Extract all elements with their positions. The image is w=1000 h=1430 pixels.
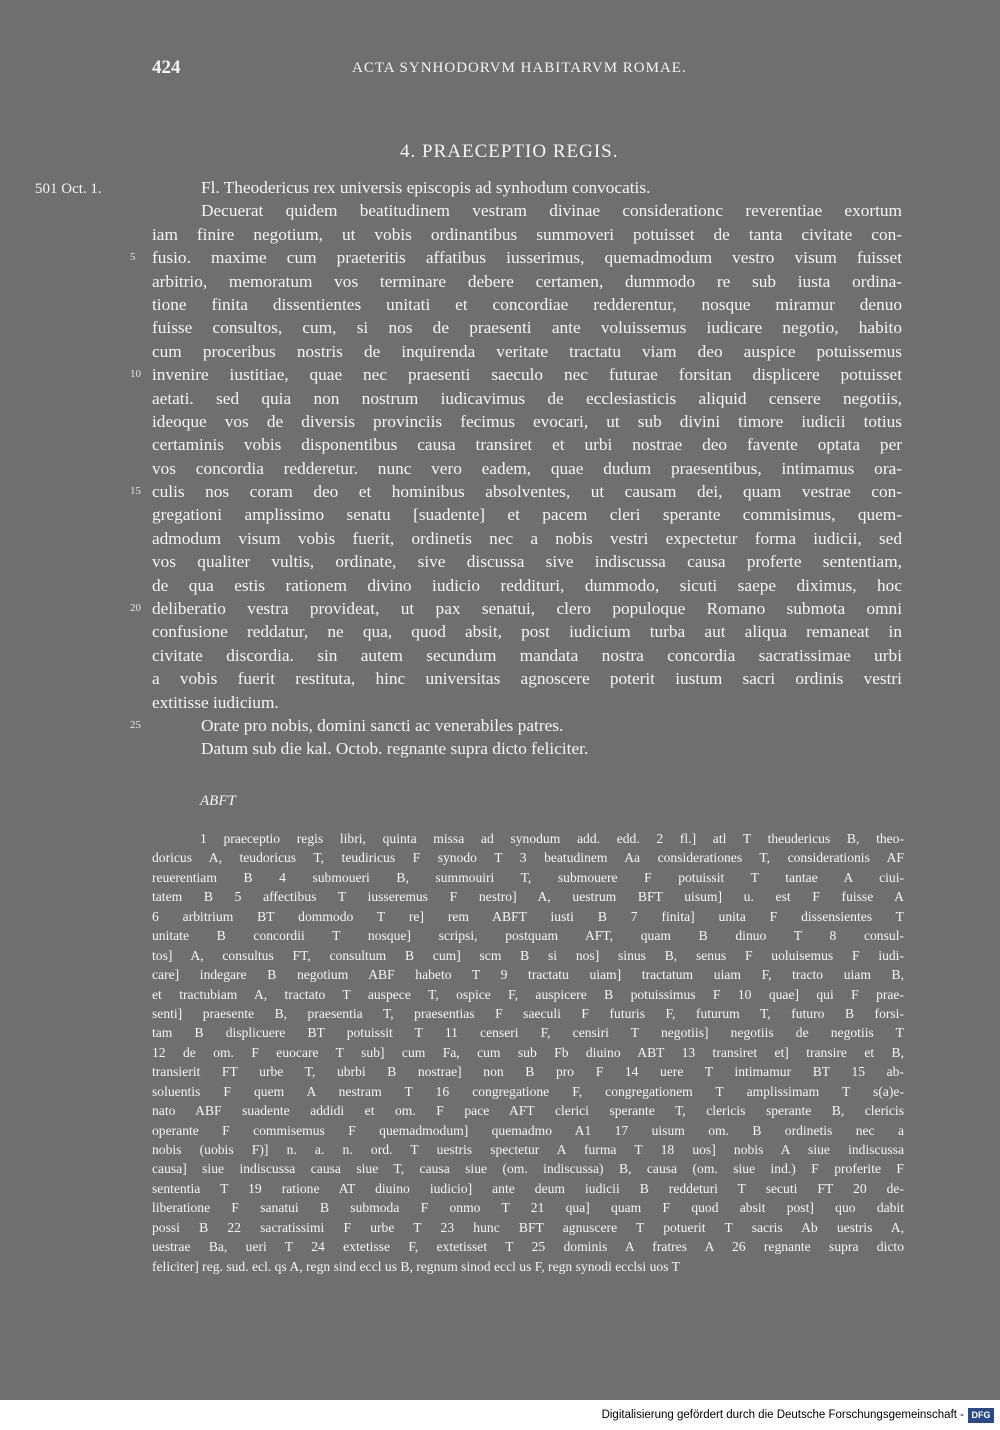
text-line-content: certaminis vobis disponentibus causa transiret et urbi nostrae deo favente optata per [152, 435, 902, 455]
text-line [152, 691, 902, 714]
line-number: 20 [130, 602, 141, 615]
text-line [152, 223, 902, 246]
apparatus-line: tatem B 5 affectibus T iusseremus F nestro] A, uestrum BFT uisum] u. est F fuisse A [152, 889, 904, 905]
text-line-content: fuisse consultos, cum, si nos de praesenti ante voluissemus iudicare negotio, habito [152, 318, 902, 338]
line-number: 15 [130, 485, 141, 498]
text-line-content: iam finire negotium, ut vobis ordinantibus summoveri potuisset de tanta civitate con- [152, 224, 902, 244]
main-text [130, 176, 902, 761]
dfg-logo[interactable]: DFG [968, 1408, 994, 1423]
text-line-content: Orate pro nobis, domini sancti ac venerabiles patres. [201, 715, 564, 735]
text-line-content: fusio. maxime cum praeteritis affatibus iusserimus, quemadmodum vestro visum fuisset [152, 248, 902, 268]
text-line [152, 387, 902, 410]
apparatus-line: 6 arbitrium BT dommodo T re] rem ABFT iusti B 7 finita] unita F dissensientes T [152, 908, 904, 924]
text-line-content: civitate discordia. sin autem secundum mandata nostra concordia sacratissimae urbi [152, 645, 902, 665]
apparatus-line: reuerentiam B 4 submoueri B, summouiri T, submouere F potuissit T tantae A ciui- [152, 869, 904, 885]
text-line [152, 503, 902, 526]
apparatus-line: doricus A, teudoricus T, teudiricus F synodo T 3 beatudinem Aa considerationes T, considerationis AF [152, 850, 904, 866]
text-line-content: admodum visum vobis fuerit, ordinetis nec a nobis vestri expectetur forma iudicii, sed [152, 528, 902, 548]
section-title: 4. PRAECEPTIO REGIS. [400, 141, 619, 162]
text-line-content: tione finita dissentientes unitati et concordiae redderentur, nosque miramur denuo [152, 294, 902, 314]
apparatus-line: 12 de om. F euocare T sub] cum Fa, cum sub Fb diuino ABT 13 transiret et] transire et B, [152, 1044, 904, 1060]
text-line-content: arbitrio, memoratum vos terminare debere certamen, dummodo re sub iusta ordina- [152, 271, 902, 291]
running-title: ACTA SYNHODORVM HABITARVM ROMAE. [352, 60, 687, 76]
funding-notice: Digitalisierung gefördert durch die Deutsche Forschungsgemeinschaft - [601, 1409, 964, 1421]
line-number: 10 [130, 368, 141, 381]
text-line [152, 410, 902, 433]
apparatus-line: tam B displicuere BT potuissit T 11 censeri F, censiri T negotiis] negotiis de negotiis T [152, 1025, 904, 1041]
apparatus-line: transierit FT urbe T, ubrbi B nostrae] non B pro F 14 uere T intimamur BT 15 ab- [152, 1064, 904, 1080]
apparatus-line: unitate B concordii T nosque] scripsi, postquam AFT, quam B dinuo T 8 consul- [152, 928, 904, 944]
text-line-content: deliberatio vestra provideat, ut pax senatui, clero populoque Romano submota omni [152, 599, 902, 619]
text-line [152, 293, 902, 316]
text-line-content: aetati. sed quia non nostrum iudicavimus de ecclesiasticis aliquid censere negotiis, [152, 388, 902, 408]
text-line [152, 527, 902, 550]
text-line [152, 457, 902, 480]
text-line-content: Fl. Theodericus rex universis episcopis ad synhodum convocatis. [201, 178, 651, 197]
text-line [130, 597, 902, 620]
footer-bar [0, 1400, 1000, 1430]
apparatus-line: causa] siue indiscussa causa siue T, causa siue (om. indiscussa) B, causa (om. siue ind.) F proferite F [152, 1161, 904, 1177]
text-line-content: gregationi amplissimo senatu [suadente] et pacem cleri sperante commisimus, quem- [152, 505, 902, 525]
apparatus-line: operante F commisemus F quemadmodum] quemadmo A1 17 uisum om. B ordinetis nec a [152, 1122, 904, 1138]
apparatus-line: feliciter] reg. sud. ecl. qs A, regn sind eccl us B, regnum sinod eccl us F, regn synodi ecclsi uos T [152, 1258, 680, 1274]
text-line [152, 737, 902, 760]
text-line [130, 363, 902, 386]
apparatus-line: possi B 22 sacratissimi F urbe T 23 hunc BFT agnuscere T potuerit T sacris Ab uestris A, [152, 1219, 904, 1235]
text-line [152, 667, 902, 690]
text-line-content: Decuerat quidem beatitudinem vestram divinae considerationc reverentiae exortum [201, 201, 902, 221]
text-line-content: confusione reddatur, ne qua, quod absit, post iudicium turba aut aliqua remaneat in [152, 622, 902, 642]
text-line-content: invenire iustitiae, quae nec praesenti saeculo nec futurae forsitan displicere potuisset [152, 365, 902, 385]
text-line-content: vos qualiter vultis, ordinate, sive discussa sive indiscussa causa proferte sententiam, [152, 552, 902, 572]
apparatus-line: senti] praesente B, praesentia T, praesentias F saeculi F futuris F, futurum T, futuro B forsi- [152, 1005, 904, 1021]
apparatus-line: uestrae Ba, ueri T 24 extetisse F, extetisset T 25 dominis A fratres A 26 regnante supra dicto [152, 1239, 904, 1255]
text-line [152, 433, 902, 456]
margin-date: 501 Oct. 1. [35, 181, 102, 197]
text-line-content: de qua estis rationem divino iudicio reddituri, dummodo, sicuti saepe diximus, hoc [152, 575, 902, 595]
running-header [152, 57, 902, 83]
text-line-content: ideoque vos de diversis provinciis fecimus evocari, ut sub divini timore iudicii totius [152, 411, 902, 431]
line-number: 25 [130, 718, 141, 731]
apparatus-line: care] indegare B negotium ABF habeto T 9 tractatu uiam] tractatum uiam F, tracto uiam B, [152, 967, 904, 983]
line-number: 5 [130, 251, 136, 264]
text-line-content: a vobis fuerit restituta, hinc universitas agnoscere poterit iustum sacri ordinis vestri [152, 669, 902, 689]
text-line [152, 340, 902, 363]
text-line [152, 550, 902, 573]
page-number: 424 [152, 57, 181, 78]
text-line [152, 176, 902, 199]
text-line [130, 246, 902, 269]
apparatus-line: soluentis F quem A nestram T 16 congregatione F, congregationem T amplissimam T s(a)e- [152, 1083, 904, 1099]
text-line [152, 316, 902, 339]
apparatus-line: tos] A, consultus FT, consultum B cum] scm B si nos] sinus B, senus F uoluisemus F iudi- [152, 947, 904, 963]
text-line [152, 270, 902, 293]
text-line [152, 574, 902, 597]
manuscript-sigla: ABFT [200, 793, 236, 809]
text-line-content: Datum sub die kal. Octob. regnante supra dicto feliciter. [201, 739, 589, 759]
apparatus-line: sententia T 19 ratione AT diuino iudicio] ante deum iudicii B reddeturi T secuti FT 20 de- [152, 1180, 904, 1196]
text-line-content: vos concordia redderetur. nunc vero eadem, quae dudum praesentibus, intimamus ora- [152, 458, 902, 478]
text-line [152, 620, 902, 643]
apparatus-line: nobis (uobis F)] n. a. n. ord. T uestris spectetur A furma T 18 uos] nobis A siue indiscussa [152, 1142, 904, 1157]
text-line-content: cum proceribus nostris de inquirenda veritate tractatu viam deo auspice potuissemus [152, 341, 902, 361]
apparatus-line: liberatione F sanatui B submoda F onmo T 21 qua] quam F quod absit post] quo dabit [152, 1200, 904, 1216]
text-line [130, 480, 902, 503]
critical-apparatus [152, 829, 904, 1276]
text-line-content: culis nos coram deo et hominibus absolventes, ut causam dei, quam vestrae con- [152, 482, 902, 502]
text-line-content: extitisse iudicium. [152, 692, 279, 712]
text-line [152, 199, 902, 222]
apparatus-line: nato ABF suadente addidi et om. F pace AFT clerici sperante T, clericis sperante B, clericis [152, 1103, 904, 1119]
apparatus-line: 1 praeceptio regis libri, quinta missa ad synodum add. edd. 2 fl.] atl T theudericus B, theo- [200, 831, 904, 846]
apparatus-line: et tractubiam A, tractato T auspece T, ospice F, auspicere B potuissimus F 10 quae] qui F prae- [152, 986, 904, 1002]
text-line [152, 644, 902, 667]
text-line [130, 714, 902, 737]
